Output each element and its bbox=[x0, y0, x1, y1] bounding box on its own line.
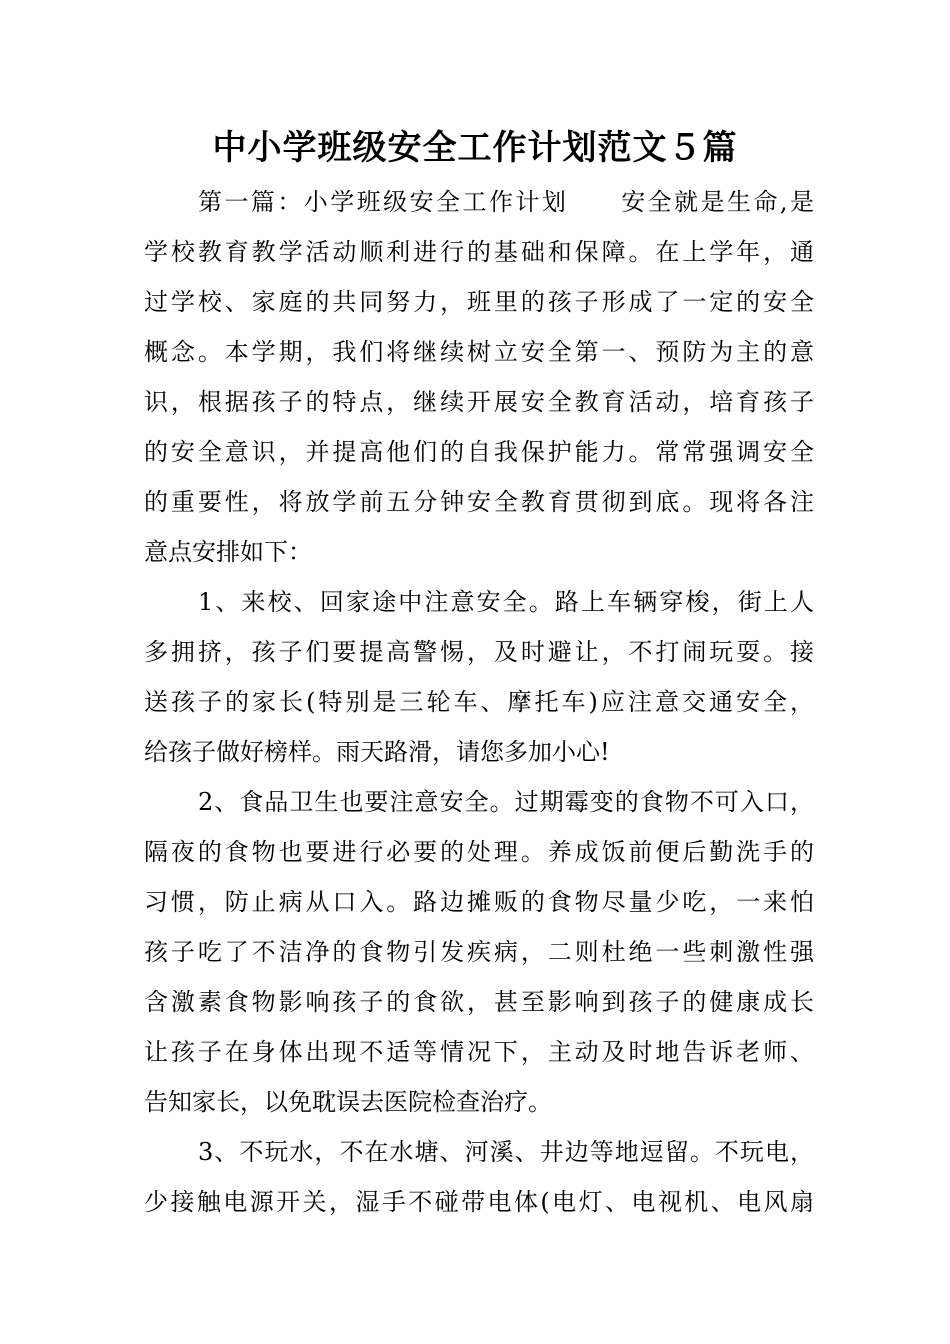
paragraph-line: 学校教育教学活动顺利进行的基础和保障。在上学年，通 bbox=[144, 238, 814, 266]
paragraph-line: 意点安排如下： bbox=[144, 538, 312, 566]
paragraph-line: 2、食品卫生也要注意安全。过期霉变的食物不可入口， bbox=[198, 788, 814, 816]
paragraph-line: 让孩子在身体出现不适等情况下，主动及时地告诉老师、 bbox=[144, 1038, 814, 1066]
paragraph-line: 给孩子做好榜样。雨天路滑，请您多加小心! bbox=[144, 738, 610, 766]
paragraph-line: 第一篇：小学班级安全工作计划 安全就是生命,是 bbox=[198, 188, 814, 216]
document-title: 中小学班级安全工作计划范文５篇 bbox=[212, 128, 738, 168]
paragraph-line: 孩子吃了不洁净的食物引发疾病，二则杜绝一些刺激性强 bbox=[144, 938, 814, 966]
paragraph-line: 习惯，防止病从口入。路边摊贩的食物尽量少吃，一来怕 bbox=[144, 888, 814, 916]
paragraph-line: 1、来校、回家途中注意安全。路上车辆穿梭，街上人 bbox=[198, 588, 814, 616]
paragraph-line: 送孩子的家长(特别是三轮车、摩托车)应注意交通安全， bbox=[144, 688, 814, 716]
paragraph-line: 过学校、家庭的共同努力，班里的孩子形成了一定的安全 bbox=[144, 288, 814, 316]
paragraph-line: 隔夜的食物也要进行必要的处理。养成饭前便后勤洗手的 bbox=[144, 838, 814, 866]
paragraph-line: 的安全意识，并提高他们的自我保护能力。常常强调安全 bbox=[144, 438, 814, 466]
paragraph-line: 含激素食物影响孩子的食欲，甚至影响到孩子的健康成长 bbox=[144, 988, 814, 1016]
paragraph-line: 少接触电源开关，湿手不碰带电体(电灯、电视机、电风扇 bbox=[144, 1188, 814, 1216]
paragraph-line: 3、不玩水，不在水塘、河溪、井边等地逗留。不玩电， bbox=[198, 1138, 814, 1166]
document-body bbox=[144, 177, 814, 1227]
paragraph-line: 告知家长，以免耽误去医院检查治疗。 bbox=[144, 1088, 552, 1116]
paragraph-line: 识，根据孩子的特点，继续开展安全教育活动，培育孩子 bbox=[144, 388, 814, 416]
paragraph-line: 多拥挤，孩子们要提高警惕，及时避让，不打闹玩耍。接 bbox=[144, 638, 814, 666]
paragraph-line: 概念。本学期，我们将继续树立安全第一、预防为主的意 bbox=[144, 338, 814, 366]
paragraph-line: 的重要性，将放学前五分钟安全教育贯彻到底。现将各注 bbox=[144, 488, 814, 516]
